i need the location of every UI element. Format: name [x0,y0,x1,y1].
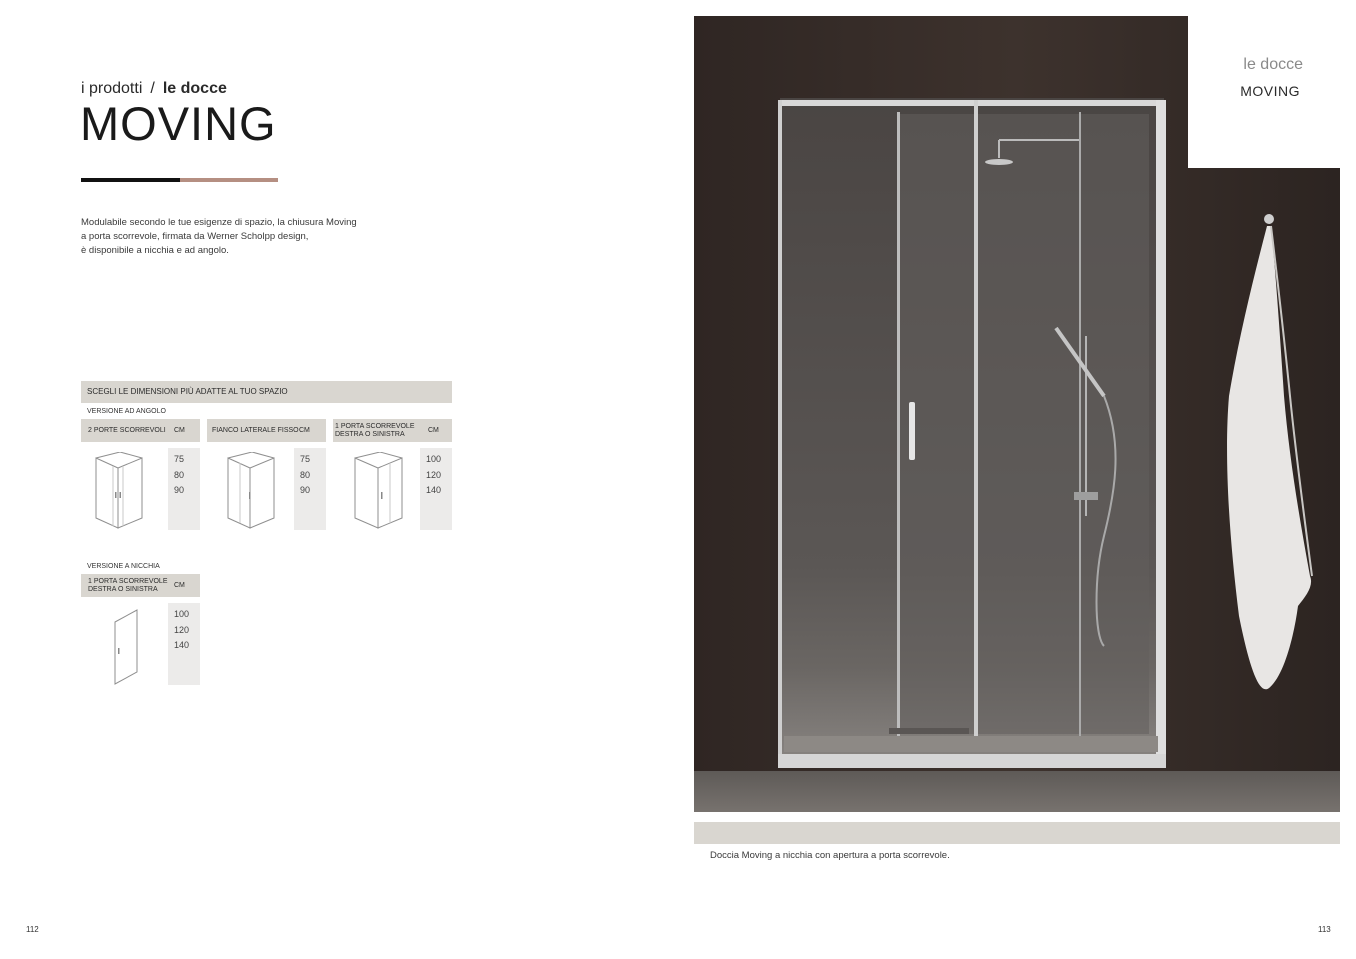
page-title: MOVING [80,97,277,150]
unit-label: CM [299,427,310,434]
unit-label: CM [428,427,439,434]
column-name-line: DESTRA O SINISTRA [88,585,158,593]
column-name-line: DESTRA O SINISTRA [335,430,405,438]
intro-paragraph [81,216,381,258]
intro-line: è disponibile a nicchia e ad angolo. [81,245,229,256]
column-header [207,419,326,442]
intro-line: a porta scorrevole, firmata da Werner Scholpp design, [81,231,309,242]
dimension-value: 120 [174,624,190,635]
values-column [420,448,452,530]
caption-bar [694,822,1340,844]
unit-label: CM [174,427,185,434]
page-number-right: 113 [1318,925,1331,934]
values-column [168,448,200,530]
corner-subtitle: le docce [1243,56,1303,73]
column-header [81,419,200,442]
column-name [333,423,422,439]
intro-line: Modulabile secondo le tue esigenze di spazio, la chiusura Moving [81,217,357,228]
dimension-value: 75 [300,454,311,464]
dimension-value: 100 [174,609,190,619]
breadcrumb-category: le docce [162,80,227,97]
dimension-value: 90 [300,485,311,495]
dimension-value: 80 [300,469,311,480]
values-column [168,603,200,685]
column-name-line: 1 PORTA SCORREVOLE [335,422,415,430]
dimension-value: 75 [174,454,185,464]
photo-caption: Doccia Moving a nicchia con apertura a porta scorrevole. [710,850,950,861]
dimension-value: 120 [426,469,442,480]
title-rule-dark [81,178,180,182]
corner-version-label: VERSIONE AD ANGOLO [87,408,166,415]
title-rule-accent [180,178,278,182]
breadcrumb [81,80,227,98]
corner-two-sliding-doors-icon [92,452,146,532]
values-column [294,448,326,530]
corner-title: MOVING [1240,83,1300,99]
corner-one-sliding-door-icon [350,452,408,532]
dimension-value: 90 [174,485,185,495]
column-name: FIANCO LATERALE FISSO [212,426,299,434]
niche-sliding-door-icon [110,608,144,688]
dimension-value: 140 [174,640,190,650]
column-name: 2 PORTE SCORREVOLI [88,426,166,434]
breadcrumb-section: i prodotti [81,80,143,97]
dimension-value: 140 [426,485,442,495]
dimension-value: 100 [426,454,442,464]
unit-label: CM [174,582,185,589]
column-header [333,419,452,442]
niche-version-label: VERSIONE A NICCHIA [87,563,160,570]
corner-fixed-side-panel-icon [223,452,279,532]
page-number-left: 112 [26,925,39,934]
dimension-value: 80 [174,469,185,480]
column-header [81,574,200,597]
column-name-line: 1 PORTA SCORREVOLE [88,577,168,585]
breadcrumb-separator: / [150,80,155,97]
table-header: SCEGLI LE DIMENSIONI PIÙ ADATTE AL TUO SPAZIO [81,381,452,403]
column-name [81,578,174,594]
